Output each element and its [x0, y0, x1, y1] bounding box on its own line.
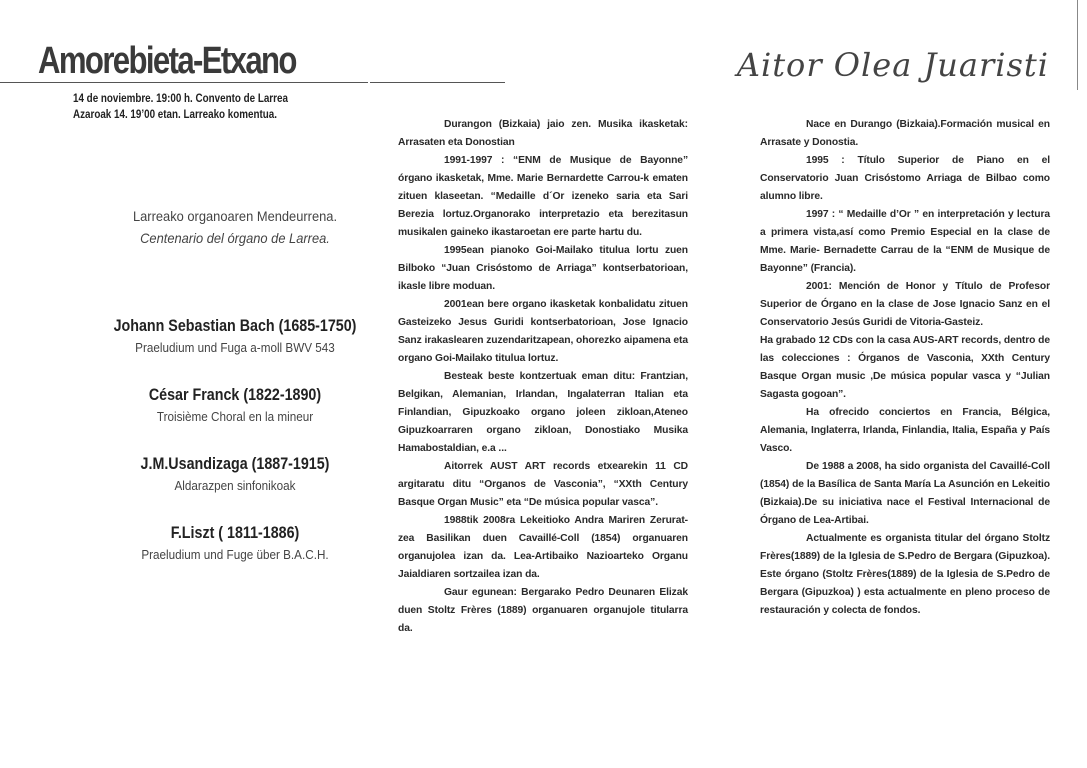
work-title: Aldarazpen sinfonikoak [174, 478, 296, 493]
bio-paragraph: Actualmente es organista titular del órgano Stoltz Frères(1889) de la Iglesia de S.Pedro de Bergara (Gipuzkoa). Este órgano (Stoltz Frères(1889) de la Iglesia de S.Pedro de Bergara (Gipuzkoa) ) esta actualmente en pleno proceso de restauración y colecta de fondos. [760, 533, 1050, 616]
bio-paragraph: Durangon (Bizkaia) jaio zen. Musika ikasketak: Arrasaten eta Donostian [398, 119, 688, 148]
concert-program [40, 205, 430, 566]
header-rule-left [0, 82, 368, 83]
date-es: 14 de noviembre. 19:00 h. Convento de Larrea [73, 91, 288, 105]
bio-paragraph: De 1988 a 2008, ha sido organista del Cavaillé-Coll (1854) de la Basílica de Santa María La Asunción en Lekeitio (Bizkaia).De su iniciativa nace el Festival Internacional de Órgano de Lea-Artibai. [760, 461, 1050, 526]
composer: Johann Sebastian Bach (1685-1750) [113, 316, 357, 335]
subtitle-eu: Larreako organoaren Mendeurrena. [132, 208, 338, 224]
bio-paragraph: 1995 : Título Superior de Piano en el Conservatorio Juan Crisóstomo Arriaga de Bilbao como alumno libre. [760, 155, 1050, 202]
bio-paragraph: 2001: Mención de Honor y Título de Profesor Superior de Órgano en la clase de Jose Ignacio Sanz en el Conservatorio Jesús Guridi de Vitoria-Gasteiz. [760, 281, 1050, 328]
bio-paragraph: 2001ean bere organo ikasketak konbalidatu zituen Gasteizeko Jesus Guridi kontserbatorioan, Jose Ignacio Sanz irakaslearen zuzendaritzapean, ohorezko aipamena eta organo Goi-Mailako titulua lortuz. [398, 299, 688, 364]
composer: César Franck (1822-1890) [148, 385, 322, 404]
bio-paragraph: Ha ofrecido conciertos en Francia, Bélgica, Alemania, Inglaterra, Irlanda, Finlandia, Italia, España y País Vasco. [760, 407, 1050, 454]
page-title: Amorebieta-Etxano [38, 40, 296, 82]
concert-date [73, 90, 288, 122]
bio-paragraph: 1997 : “ Medaille d’Or ” en interpretación y lectura a primera vista,así como Premio Especial en la clase de Mme. Marie- Bernadette Carrau de la “ENM de Musique de Bayonne” (Francia). [760, 209, 1050, 274]
performer-name: Aitor Olea Juaristi [736, 46, 1049, 84]
composer: J.M.Usandizaga (1887-1915) [140, 454, 330, 473]
bio-paragraph: Gaur egunean: Bergarako Pedro Deunaren Elizak duen Stoltz Frères (1889) organuaren organujole titularra da. [398, 587, 688, 634]
bio-paragraph: 1991-1997 : “ENM de Musique de Bayonne” órgano ikasketak, Mme. Marie Bernardette Carrou-k ematen zituen klaseetan. “Medaille d´Or izeneko saria eta Sari Berezia lortuz.Organorako interpretazio eta berezitasun musikalen gaineko ikastaroetan ere parte hartu du. [398, 155, 688, 238]
date-eu: Azaroak 14. 19’00 etan. Larreako komentua. [73, 107, 278, 121]
subtitle-es: Centenario del órgano de Larrea. [140, 230, 330, 246]
header-rule-middle [370, 82, 505, 83]
program-piece [40, 315, 430, 359]
composer: F.Liszt ( 1811-1886) [170, 523, 300, 542]
bio-paragraph: Besteak beste kontzertuak eman ditu: Frantzian, Belgikan, Alemanian, Irlandan, Ingalaterran Italian eta Finlandian, Gipuzkoako organo joleen zikloan,Ateneo Gipuzkoarraren organo zikloan, Donostiako Musika Hamabostaldian, e.a ... [398, 371, 688, 454]
work-title: Praeludium und Fuga a-moll BWV 543 [135, 340, 335, 355]
bio-paragraph: Nace en Durango (Bizkaia).Formación musical en Arrasate y Donostia. [760, 119, 1050, 148]
biography-spanish [760, 116, 1050, 620]
biography-basque [398, 116, 688, 638]
program-piece [40, 384, 430, 428]
bio-paragraph: 1988tik 2008ra Lekeitioko Andra Mariren Zerurat-zea Basilikan duen Cavaillé-Coll (1854) organuaren organujolea izan da. Lea-Artibaiko Nazioarteko Organu Jaialdiaren sortzailea izan da. [398, 515, 688, 580]
program-subtitle [56, 205, 415, 249]
program-piece [40, 522, 430, 566]
bio-paragraph: 1995ean pianoko Goi-Mailako titulua lortu zuen Bilboko “Juan Crisóstomo de Arriaga” kontserbatorioan, ikasle libre moduan. [398, 245, 688, 292]
bio-paragraph: Aitorrek AUST ART records etxearekin 11 CD argitaratu ditu “Organos de Vasconia”, “XXth Century Basque Organ Music” eta “De música popular vasca”. [398, 461, 688, 508]
work-title: Troisième Choral en la mineur [156, 409, 314, 424]
program-piece [40, 453, 430, 497]
bio-paragraph: Ha grabado 12 CDs con la casa AUS-ART records, dentro de las colecciones : Órganos de Vasconia, XXth Century Basque Organ music ,De música popular vasca y “Julian Sagasta gogoan”. [760, 335, 1050, 400]
page-edge-rule [1077, 0, 1078, 90]
work-title: Praeludium und Fuge über B.A.C.H. [141, 547, 329, 562]
